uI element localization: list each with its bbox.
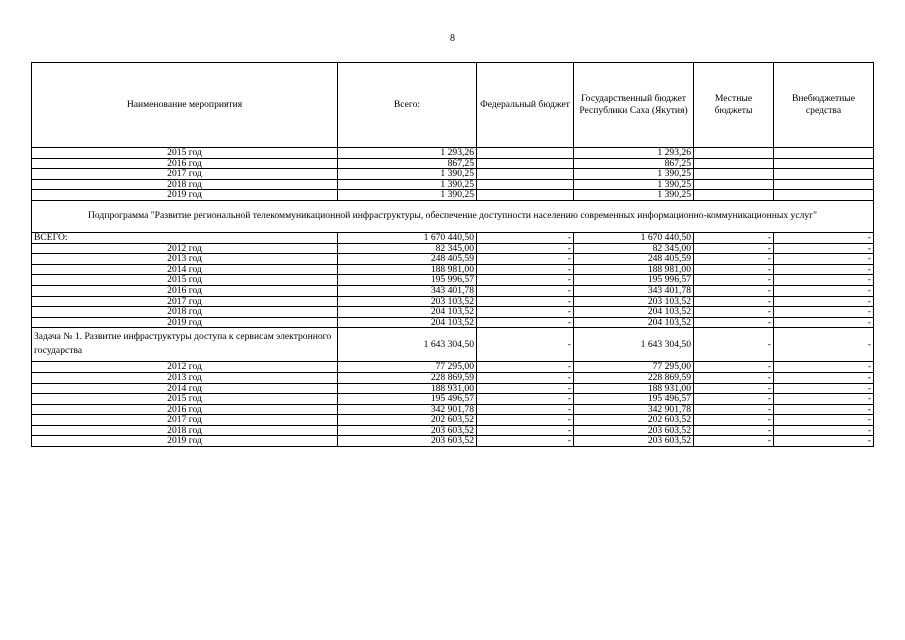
cell-extra: - (774, 404, 874, 415)
cell-federal: - (477, 254, 574, 265)
cell-total: 343 401,78 (338, 285, 477, 296)
cell-federal: - (477, 362, 574, 373)
cell-year: 2018 год (32, 179, 338, 190)
cell-year: 2016 год (32, 285, 338, 296)
cell-federal: - (477, 436, 574, 447)
cell-local (694, 148, 774, 159)
cell-total: 188 931,00 (338, 383, 477, 394)
cell-local (694, 190, 774, 201)
cell-federal: - (477, 383, 574, 394)
cell-local: - (694, 264, 774, 275)
cell-extra: - (774, 317, 874, 328)
cell-local: - (694, 404, 774, 415)
cell-year: 2017 год (32, 169, 338, 180)
task-label: Задача № 1. Развитие инфраструктуры доступа к сервисам электронного государства (32, 328, 338, 362)
cell-federal (477, 158, 574, 169)
cell-local: - (694, 296, 774, 307)
cell-total: 204 103,52 (338, 307, 477, 318)
cell-year: 2018 год (32, 425, 338, 436)
cell-year: 2019 год (32, 190, 338, 201)
task-section (32, 328, 874, 362)
cell-year: 2015 год (32, 148, 338, 159)
cell-state: 1 390,25 (574, 190, 694, 201)
cell-state: 204 103,52 (574, 317, 694, 328)
cell-year: 2019 год (32, 436, 338, 447)
cell-federal (477, 179, 574, 190)
header-local: Местные бюджеты (694, 63, 774, 148)
cell-local: - (694, 383, 774, 394)
cell-total: 195 996,57 (338, 275, 477, 286)
cell-year: 2014 год (32, 383, 338, 394)
cell-year: 2013 год (32, 254, 338, 265)
table-row (32, 190, 874, 201)
table-row (32, 415, 874, 426)
cell-state: 204 103,52 (574, 307, 694, 318)
task-year-rows (32, 362, 874, 447)
cell-extra: - (774, 285, 874, 296)
cell-state: 1 293,26 (574, 148, 694, 159)
cell-year: 2014 год (32, 264, 338, 275)
cell-total: 1 293,26 (338, 148, 477, 159)
cell-extra: - (774, 415, 874, 426)
cell-total: 203 603,52 (338, 436, 477, 447)
table-row (32, 179, 874, 190)
table-row (32, 307, 874, 318)
total-row (32, 232, 874, 243)
cell-federal (477, 190, 574, 201)
cell-total: 248 405,59 (338, 254, 477, 265)
total-extra: - (774, 232, 874, 243)
cell-year: 2012 год (32, 362, 338, 373)
cell-extra (774, 148, 874, 159)
cell-state: 228 869,59 (574, 372, 694, 383)
task-total: 1 643 304,50 (338, 328, 477, 362)
subprogram-title: Подпрограмма "Развитие региональной телекоммуникационной инфраструктуры, обеспечение доступности населению современных информационно-коммуникационных услуг" (32, 200, 874, 232)
cell-local: - (694, 394, 774, 405)
cell-extra: - (774, 436, 874, 447)
cell-federal: - (477, 425, 574, 436)
cell-local: - (694, 317, 774, 328)
cell-federal: - (477, 264, 574, 275)
table-row (32, 394, 874, 405)
cell-local (694, 158, 774, 169)
table-row (32, 317, 874, 328)
cell-total: 1 390,25 (338, 169, 477, 180)
cell-local: - (694, 425, 774, 436)
cell-year: 2017 год (32, 415, 338, 426)
cell-local: - (694, 362, 774, 373)
cell-year: 2016 год (32, 404, 338, 415)
header-federal: Федеральный бюджет (477, 63, 574, 148)
table-row (32, 275, 874, 286)
total-local: - (694, 232, 774, 243)
cell-extra: - (774, 425, 874, 436)
cell-extra: - (774, 264, 874, 275)
cell-extra: - (774, 243, 874, 254)
table-row (32, 372, 874, 383)
header-extra: Внебюджетные средства (774, 63, 874, 148)
cell-extra: - (774, 362, 874, 373)
cell-extra (774, 179, 874, 190)
cell-year: 2015 год (32, 275, 338, 286)
cell-local: - (694, 307, 774, 318)
cell-state: 203 603,52 (574, 425, 694, 436)
cell-state: 188 981,00 (574, 264, 694, 275)
table-row (32, 243, 874, 254)
cell-total: 228 869,59 (338, 372, 477, 383)
cell-federal: - (477, 317, 574, 328)
task-row (32, 328, 874, 362)
subprogram-section (32, 200, 874, 243)
total-federal: - (477, 232, 574, 243)
cell-federal: - (477, 404, 574, 415)
table-row (32, 383, 874, 394)
page-number: 8 (450, 33, 455, 44)
budget-table (31, 62, 874, 447)
task-state: 1 643 304,50 (574, 328, 694, 362)
cell-total: 82 345,00 (338, 243, 477, 254)
subprogram-year-rows (32, 243, 874, 328)
cell-extra: - (774, 275, 874, 286)
table-row (32, 425, 874, 436)
cell-state: 188 931,00 (574, 383, 694, 394)
cell-state: 1 390,25 (574, 169, 694, 180)
table-row (32, 285, 874, 296)
cell-federal (477, 148, 574, 159)
header-name: Наименование мероприятия (32, 63, 338, 148)
cell-state: 342 901,78 (574, 404, 694, 415)
cell-federal: - (477, 394, 574, 405)
cell-state: 248 405,59 (574, 254, 694, 265)
cell-total: 195 496,57 (338, 394, 477, 405)
table-row (32, 264, 874, 275)
cell-year: 2016 год (32, 158, 338, 169)
cell-extra: - (774, 372, 874, 383)
cell-total: 202 603,52 (338, 415, 477, 426)
cell-total: 204 103,52 (338, 317, 477, 328)
cell-state: 195 996,57 (574, 275, 694, 286)
cell-extra: - (774, 307, 874, 318)
cell-total: 1 390,25 (338, 190, 477, 201)
cell-federal: - (477, 275, 574, 286)
table-row (32, 148, 874, 159)
cell-state: 203 603,52 (574, 436, 694, 447)
cell-extra: - (774, 254, 874, 265)
cell-federal: - (477, 296, 574, 307)
table-row (32, 362, 874, 373)
cell-extra (774, 158, 874, 169)
table-row (32, 436, 874, 447)
cell-federal: - (477, 372, 574, 383)
total-total: 1 670 440,50 (338, 232, 477, 243)
header-row (32, 63, 874, 148)
cell-year: 2019 год (32, 317, 338, 328)
cell-total: 203 603,52 (338, 425, 477, 436)
cell-year: 2018 год (32, 307, 338, 318)
cell-local: - (694, 415, 774, 426)
cell-total: 188 981,00 (338, 264, 477, 275)
cell-local (694, 169, 774, 180)
header-total: Всего: (338, 63, 477, 148)
cell-state: 1 390,25 (574, 179, 694, 190)
task-federal: - (477, 328, 574, 362)
cell-federal (477, 169, 574, 180)
table-row (32, 404, 874, 415)
cell-local: - (694, 372, 774, 383)
cell-extra (774, 190, 874, 201)
cell-federal: - (477, 415, 574, 426)
cell-federal: - (477, 307, 574, 318)
subprogram-row (32, 200, 874, 232)
cell-local: - (694, 254, 774, 265)
cell-year: 2017 год (32, 296, 338, 307)
cell-year: 2013 год (32, 372, 338, 383)
cell-extra: - (774, 383, 874, 394)
cell-state: 82 345,00 (574, 243, 694, 254)
top-rows (32, 148, 874, 201)
cell-extra (774, 169, 874, 180)
cell-state: 343 401,78 (574, 285, 694, 296)
cell-federal: - (477, 243, 574, 254)
cell-total: 867,25 (338, 158, 477, 169)
header-state: Государственный бюджет Республики Саха (Якутия) (574, 63, 694, 148)
cell-year: 2015 год (32, 394, 338, 405)
total-state: 1 670 440,50 (574, 232, 694, 243)
cell-state: 867,25 (574, 158, 694, 169)
table-row (32, 254, 874, 265)
table-row (32, 158, 874, 169)
cell-local: - (694, 275, 774, 286)
cell-state: 203 103,52 (574, 296, 694, 307)
cell-year: 2012 год (32, 243, 338, 254)
cell-local: - (694, 436, 774, 447)
cell-local: - (694, 285, 774, 296)
cell-total: 342 901,78 (338, 404, 477, 415)
cell-state: 195 496,57 (574, 394, 694, 405)
total-label: ВСЕГО: (32, 232, 338, 243)
cell-local (694, 179, 774, 190)
task-extra: - (774, 328, 874, 362)
cell-state: 77 295,00 (574, 362, 694, 373)
cell-local: - (694, 243, 774, 254)
cell-total: 1 390,25 (338, 179, 477, 190)
cell-total: 77 295,00 (338, 362, 477, 373)
table-row (32, 169, 874, 180)
cell-extra: - (774, 296, 874, 307)
cell-federal: - (477, 285, 574, 296)
cell-total: 203 103,52 (338, 296, 477, 307)
task-local: - (694, 328, 774, 362)
cell-state: 202 603,52 (574, 415, 694, 426)
table-row (32, 296, 874, 307)
cell-extra: - (774, 394, 874, 405)
